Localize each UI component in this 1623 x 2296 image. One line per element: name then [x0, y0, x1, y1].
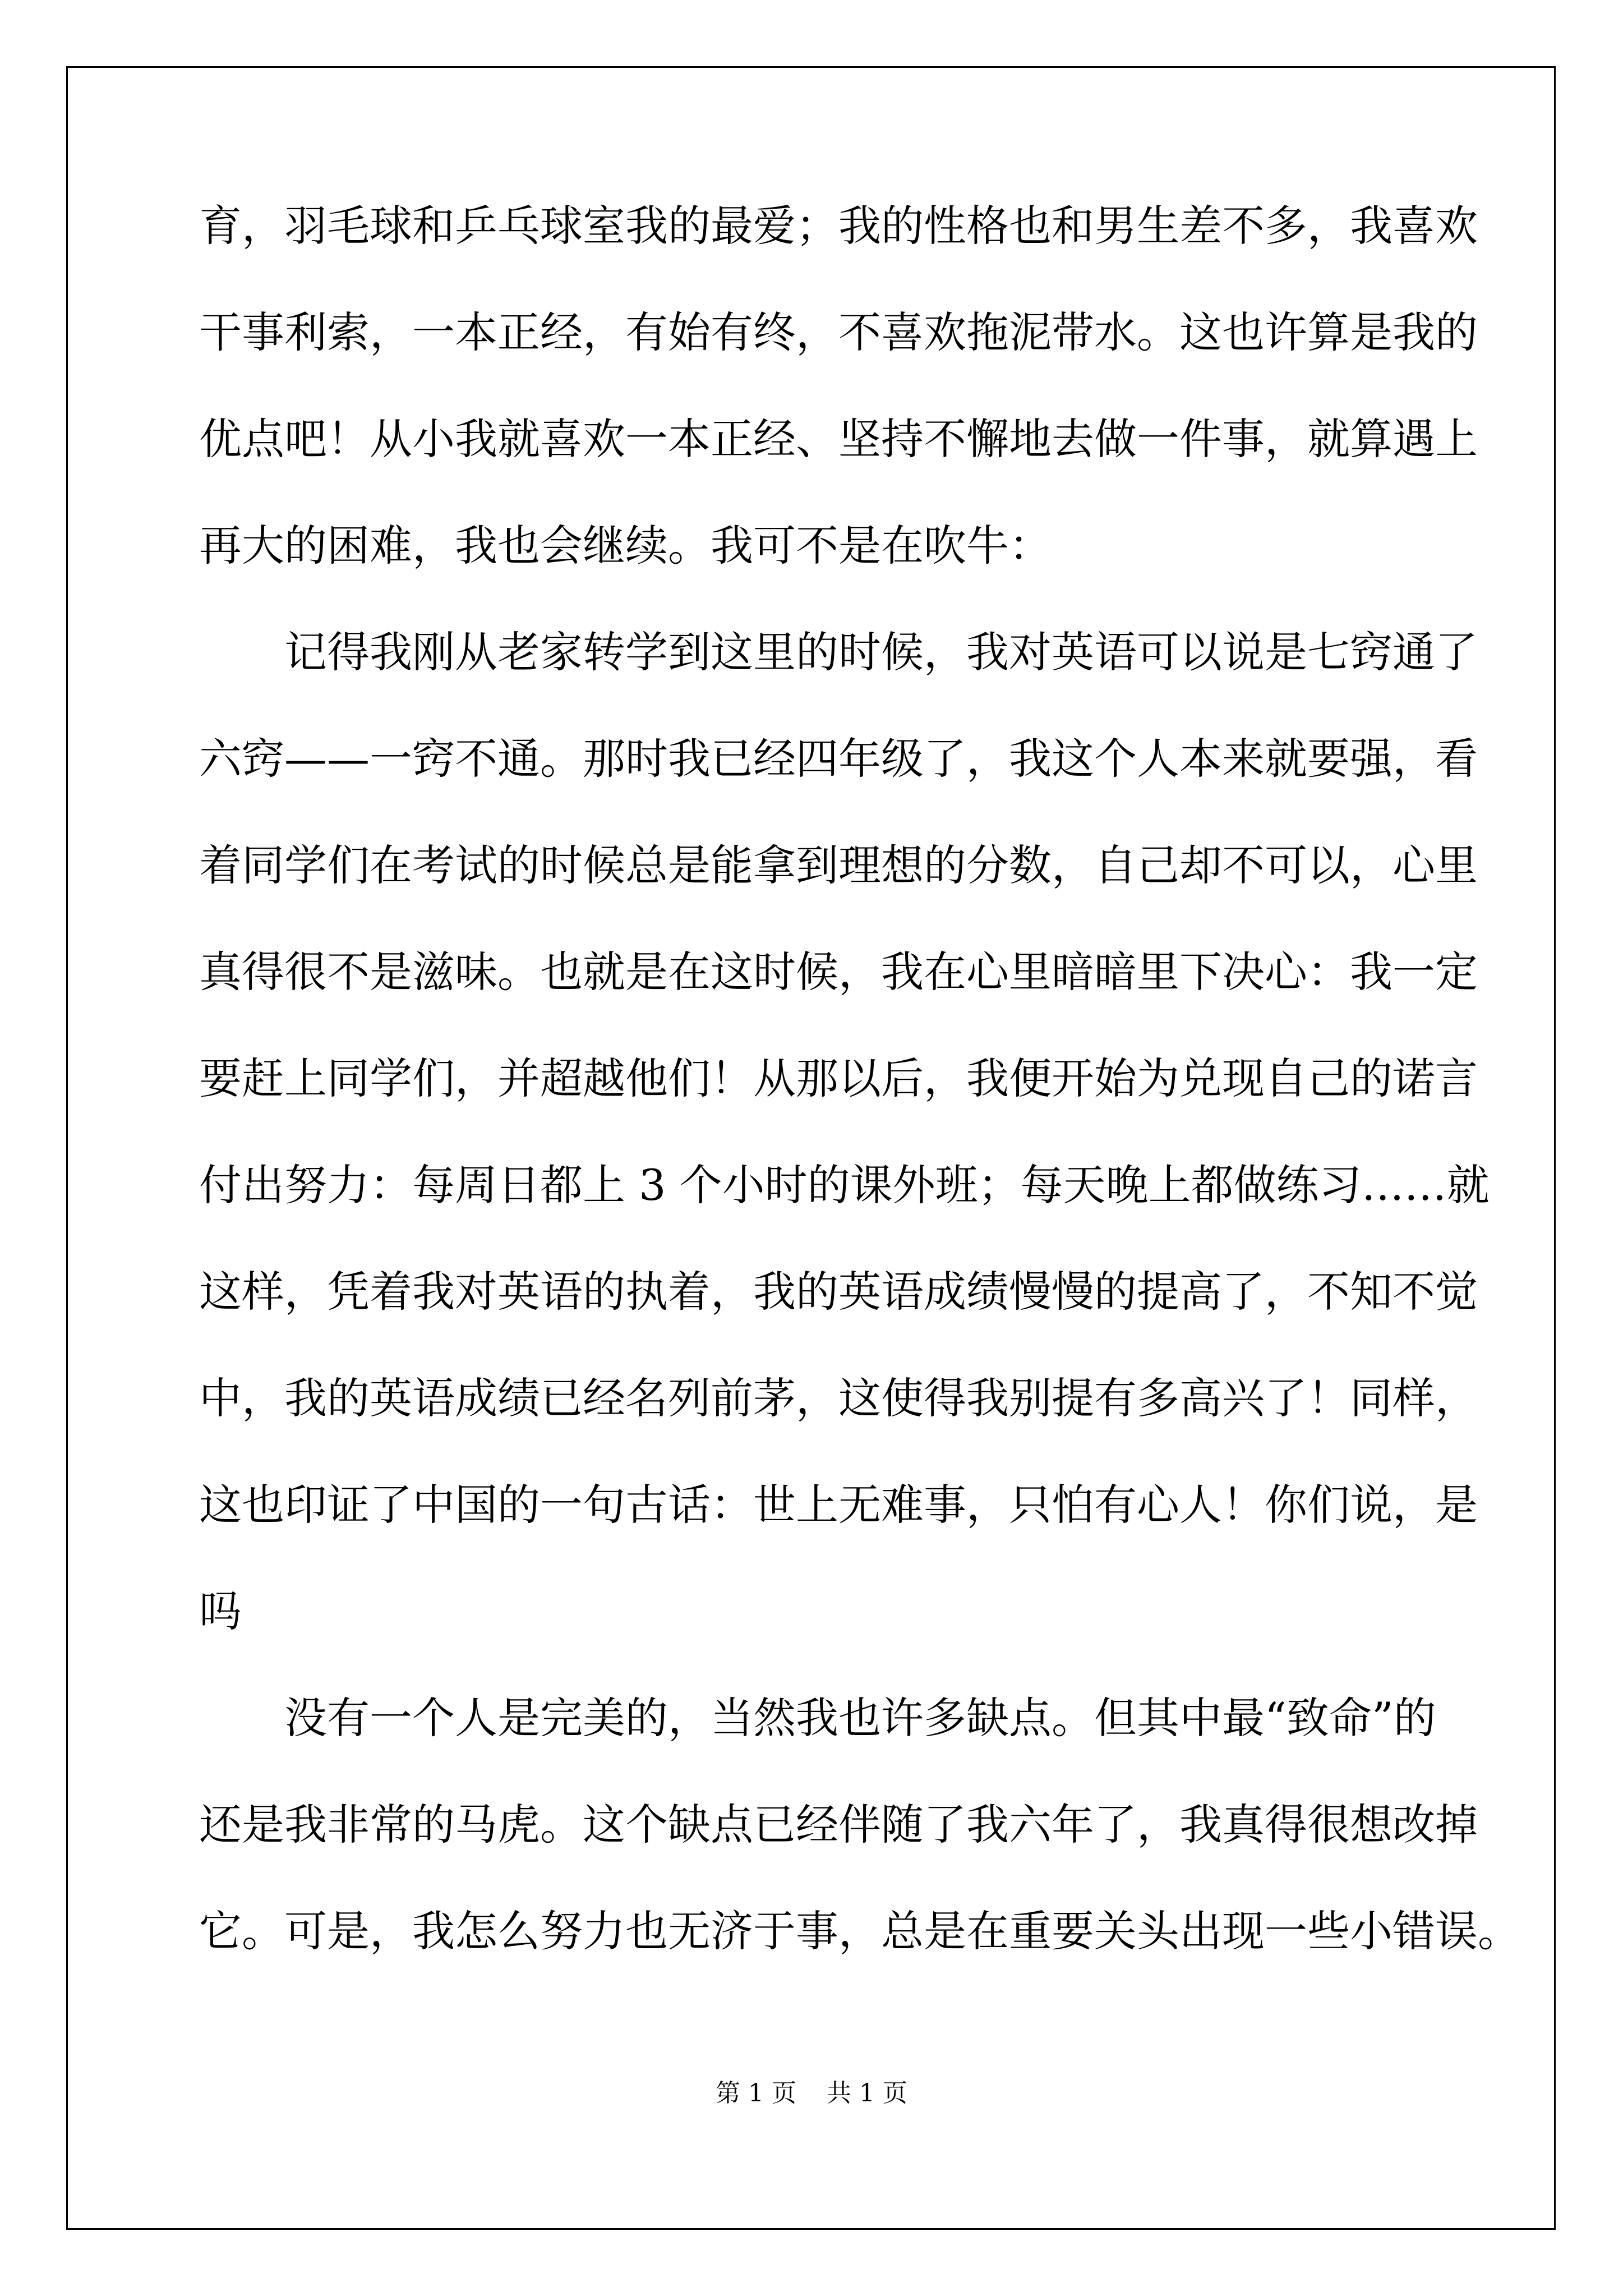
text-line: 优点吧！从小我就喜欢一本正经、坚持不懈地去做一件事，就算遇上: [199, 414, 1478, 464]
text-line: 吗: [199, 1586, 242, 1636]
document-body: [199, 199, 1520, 2011]
text-line: 它。可是，我怎么努力也无济于事，总是在重要关头出现一些小错误。: [199, 1906, 1520, 1956]
text-line: 没有一个人是完美的，当然我也许多缺点。但其中最“致命”的: [284, 1693, 1436, 1743]
text-line: 真得很不是滋味。也就是在这时候，我在心里暗暗里下决心：我一定: [199, 947, 1478, 997]
page-footer: [0, 2073, 1623, 2109]
text-line: 记得我刚从老家转学到这里的时候，我对英语可以说是七窍通了: [284, 627, 1478, 677]
text-line: 着同学们在考试的时候总是能拿到理想的分数，自己却不可以，心里: [199, 840, 1478, 890]
text-line: 这也印证了中国的一句古话：世上无难事，只怕有心人！你们说，是: [199, 1480, 1478, 1530]
text-line: 付出努力：每周日都上 3 个小时的课外班；每天晚上都做练习……就: [199, 1160, 1490, 1210]
text-line: 育，羽毛球和乒乓球室我的最爱；我的性格也和男生差不多，我喜欢: [199, 201, 1478, 251]
text-line: 中，我的英语成绩已经名列前茅，这使得我别提有多高兴了！同样，: [199, 1373, 1478, 1423]
text-line: 还是我非常的马虎。这个缺点已经伴随了我六年了，我真得很想改掉: [199, 1800, 1478, 1849]
text-line: 这样，凭着我对英语的执着，我的英语成绩慢慢的提高了，不知不觉: [199, 1267, 1478, 1317]
text-line: 六窍——一窍不通。那时我已经四年级了，我这个人本来就要强，看: [199, 734, 1478, 784]
text-line: 再大的困难，我也会继续。我可不是在吹牛：: [199, 521, 1052, 570]
page-number: 第 1 页: [716, 2079, 796, 2108]
text-line: 要赶上同学们，并超越他们！从那以后，我便开始为兑现自己的诺言: [199, 1053, 1478, 1103]
page-total: 共 1 页: [827, 2079, 907, 2108]
text-line: 干事利索，一本正经，有始有终，不喜欢拖泥带水。这也许算是我的: [199, 307, 1478, 357]
